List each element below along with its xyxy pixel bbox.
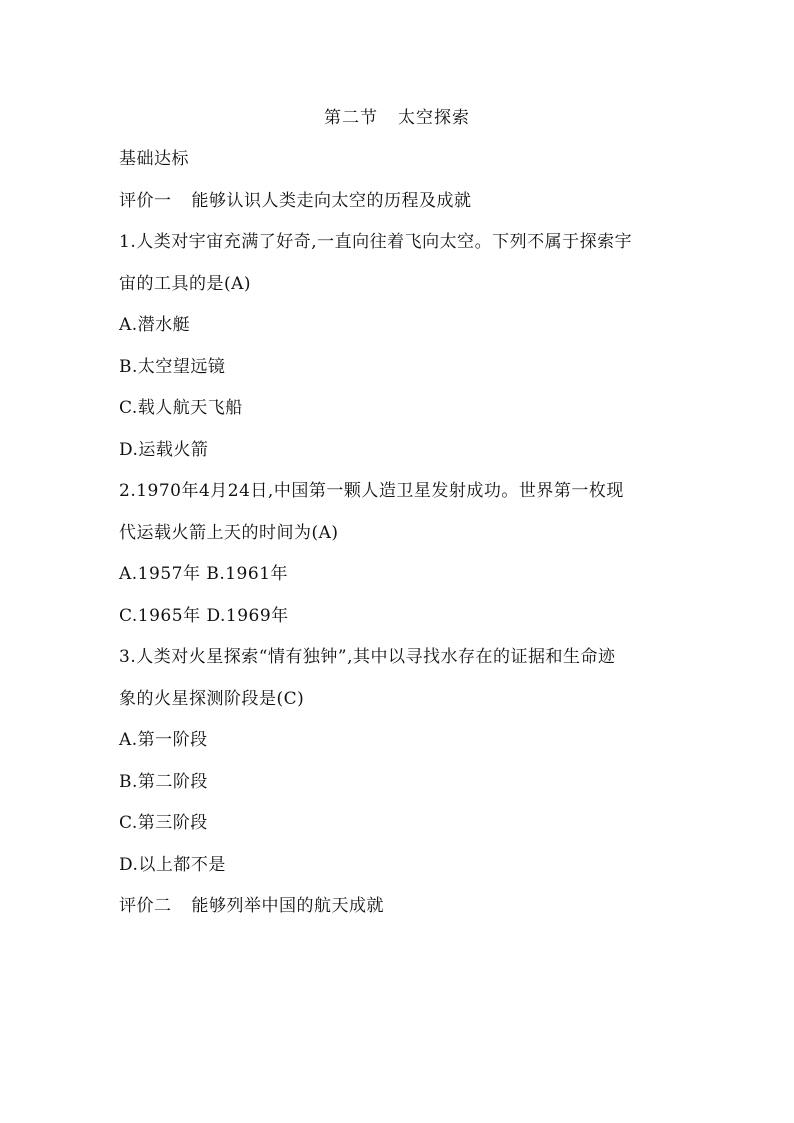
- evaluation-label: 评价一: [119, 190, 172, 211]
- evaluation-text: 能够认识人类走向太空的历程及成就: [191, 190, 472, 211]
- question-stem: 3.人类对火星探索“情有独钟”,其中以寻找水存在的证据和生命迹: [119, 647, 616, 667]
- question-stem: 1.人类对宇宙充满了好奇,一直向往着飞向太空。下列不属于探索宇: [119, 232, 633, 252]
- answer-option: D.运载火箭: [119, 439, 209, 460]
- chapter-label: 第二节: [324, 108, 378, 128]
- answer-option: C.第三阶段: [119, 813, 208, 833]
- section-heading: 基础达标: [119, 149, 189, 169]
- answer-option: B.太空望远镜: [119, 356, 226, 377]
- section-title: [0, 104, 794, 132]
- evaluation-label: 评价二: [119, 896, 172, 916]
- evaluation-heading: [119, 892, 689, 934]
- answer-option: C.1965年 D.1969年: [119, 605, 289, 626]
- evaluation-heading: [119, 187, 689, 229]
- answer-option: B.第二阶段: [119, 771, 208, 792]
- answer-option: A.第一阶段: [119, 730, 208, 750]
- evaluation-text: 能够列举中国的航天成就: [191, 896, 384, 916]
- question-stem: 2.1970年4月24日,中国第一颗人造卫星发射成功。世界第一枚现: [119, 481, 624, 501]
- chapter-topic: 太空探索: [398, 108, 470, 128]
- answer-option: C.载人航天飞船: [119, 398, 243, 418]
- question-stem: 象的火星探测阶段是(C): [119, 688, 305, 709]
- worksheet-body: [119, 145, 689, 934]
- question-stem: 宙的工具的是(A): [119, 273, 252, 294]
- answer-option: A.1957年 B.1961年: [119, 564, 289, 584]
- answer-option: D.以上都不是: [119, 854, 226, 875]
- answer-option: A.潜水艇: [119, 315, 191, 335]
- question-stem: 代运载火箭上天的时间为(A): [119, 522, 339, 543]
